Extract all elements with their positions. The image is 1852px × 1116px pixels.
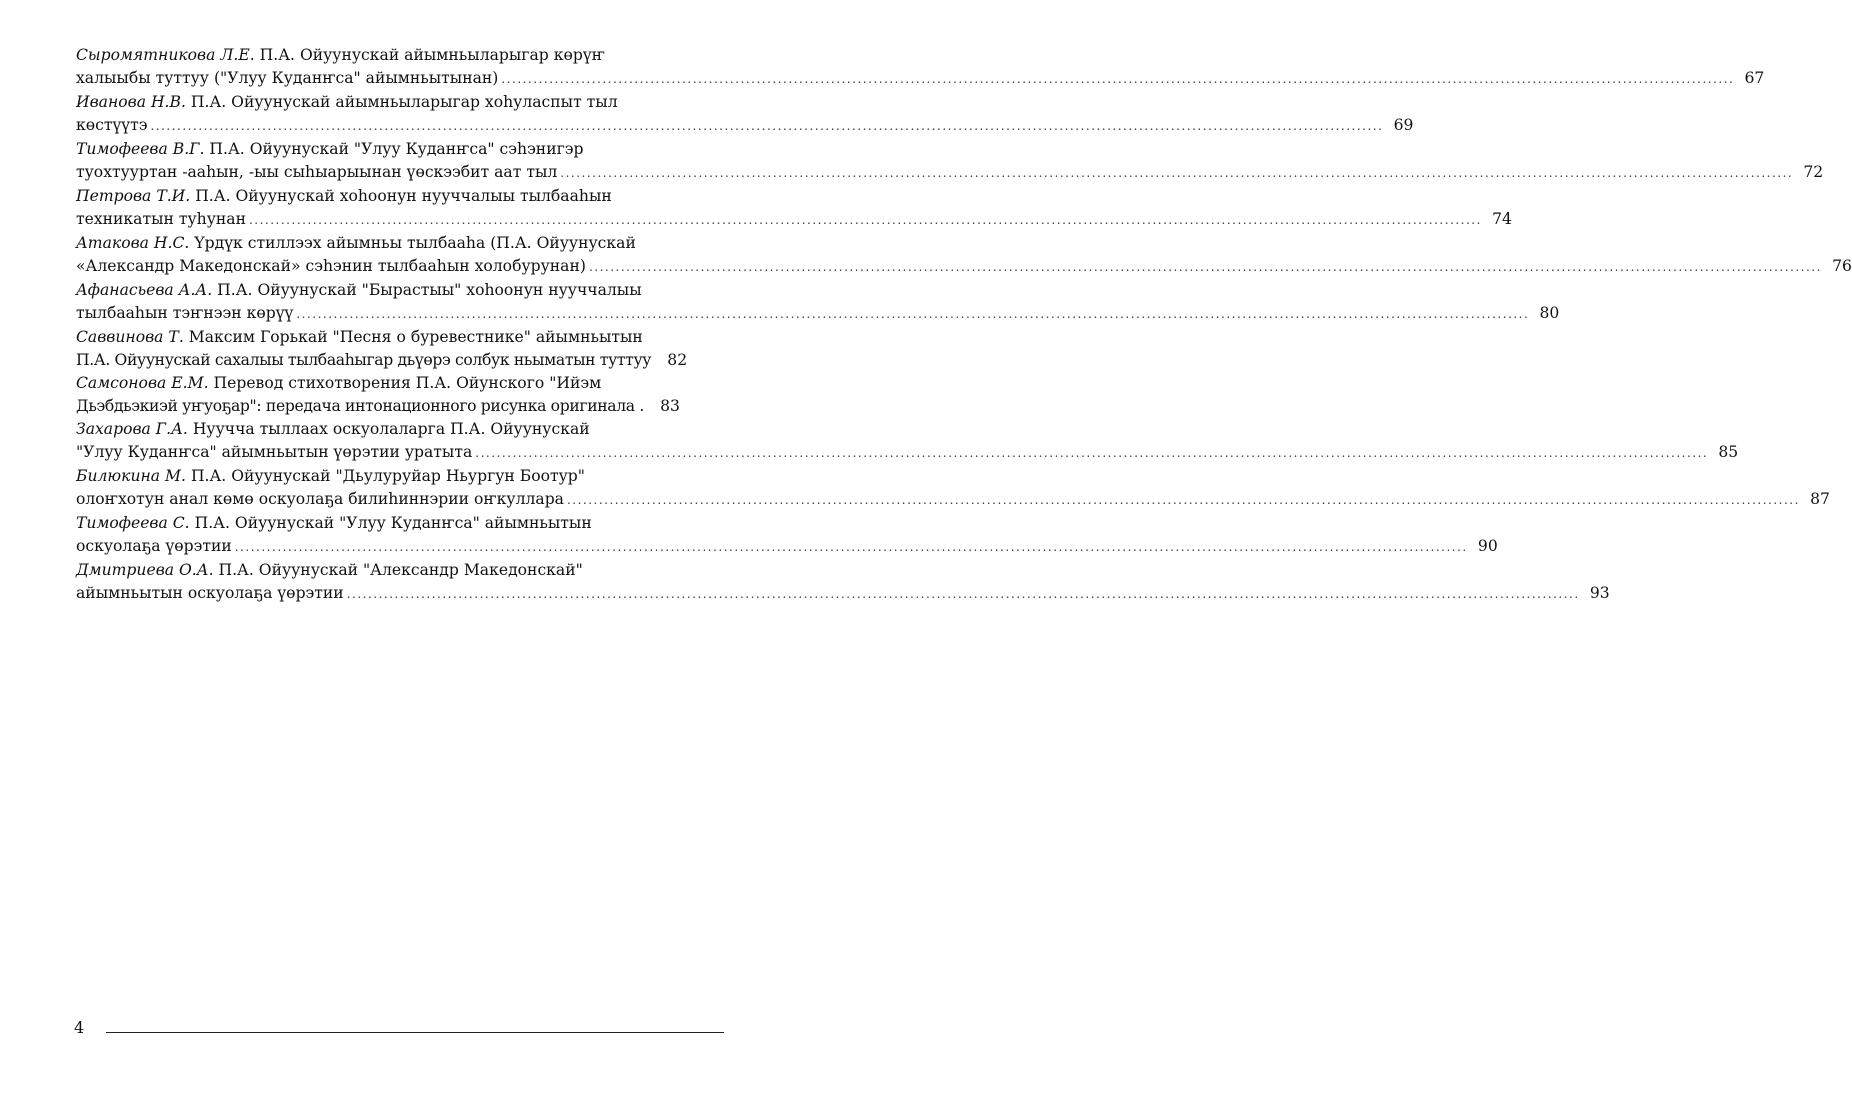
- toc-title-line2: П.А. Ойуунускай сахалыы тылбааһыгар дьүөрэ солбук ньыматын туттуу: [76, 351, 652, 369]
- page-number: 4: [74, 1018, 85, 1037]
- dot-leader: [347, 583, 1580, 606]
- toc-author: Сыромятникова Л.Е.: [76, 46, 255, 64]
- dot-leader: [296, 303, 1529, 326]
- toc-page-number: 72: [1803, 163, 1824, 181]
- toc-title-line1: П.А. Ойуунускай хоһоонун нууччалыы тылбааһын: [195, 187, 612, 205]
- toc-title-line2: Дьэбдьэкиэй уҥуоҕар": передача интонационного рисунка оригинала .: [76, 397, 644, 415]
- table-of-contents: [76, 44, 1852, 606]
- toc-entry: [76, 559, 1610, 606]
- page-footer: [74, 1018, 724, 1042]
- toc-title-line2: «Александр Македонскай» сэһэнин тылбааһын холобурунан): [76, 257, 586, 275]
- toc-page-number: 85: [1718, 443, 1739, 461]
- toc-author: Захарова Г.А.: [76, 420, 188, 438]
- footer-rule: [106, 1032, 724, 1033]
- toc-page-number: 83: [660, 397, 680, 415]
- toc-title-line1: П.А. Ойуунускай айымньыларыгар көрүҥ: [259, 46, 605, 64]
- toc-entry: [76, 185, 1512, 232]
- toc-title-line1: П.А. Ойуунускай "Бырастыы" хоһоонун нууччалыы: [217, 281, 642, 299]
- toc-title-line1: П.А. Ойуунускай айымньыларыгар хоһуласпыт тыл: [190, 93, 618, 111]
- toc-title-line1: Перевод стихотворения П.А. Ойунского "Ийэм: [213, 374, 602, 392]
- toc-entry: [76, 91, 1414, 138]
- toc-author: Афанасьева А.А.: [76, 281, 213, 299]
- toc-author: Тимофеева С.: [76, 514, 190, 532]
- toc-title-line1: П.А. Ойуунускай "Александр Македонскай": [218, 561, 583, 579]
- dot-leader: [560, 162, 1793, 185]
- toc-entry: [76, 465, 1830, 512]
- toc-title-line2: олоҥхотун анал көмө оскуолаҕа билиһиннэрии оҥкуллара: [76, 490, 564, 508]
- toc-title-line2: тылбааһын тэҥнээн көрүү: [76, 304, 294, 322]
- toc-title-line2: халыыбы туттуу ("Улуу Куданҥса" айымньытынан): [76, 69, 499, 87]
- toc-title-line2: айымньытын оскуолаҕа үөрэтии: [76, 584, 344, 602]
- toc-title-line2: техникатын туһунан: [76, 210, 246, 228]
- toc-page-number: 74: [1492, 210, 1512, 228]
- toc-title-line1: Максим Горькай "Песня о буревестнике" айымньытын: [188, 328, 643, 346]
- dot-leader: [475, 442, 1708, 465]
- toc-entry: [76, 372, 720, 418]
- toc-author: Самсонова Е.М.: [76, 374, 209, 392]
- toc-entry: [76, 512, 1498, 559]
- toc-page-number: 87: [1810, 490, 1830, 508]
- toc-entry: [76, 232, 1852, 279]
- toc-title-line1: Нуучча тыллаах оскуолаларга П.А. Ойуунускай: [192, 420, 590, 438]
- toc-page-number: 67: [1744, 69, 1765, 87]
- toc-page-number: 80: [1539, 304, 1560, 322]
- toc-page-number: 69: [1393, 116, 1414, 134]
- dot-leader: [501, 68, 1734, 91]
- toc-author: Атакова Н.С.: [76, 234, 190, 252]
- toc-author: Дмитриева О.А.: [76, 561, 214, 579]
- dot-leader: [235, 536, 1468, 559]
- toc-title-line1: П.А. Ойуунускай "Дьулуруйар Ньургун Боотур": [190, 467, 585, 485]
- toc-title-line2: туохтууртан -ааһын, -ыы сыһыарыынан үөскээбит аат тыл: [76, 163, 558, 181]
- toc-entry: [76, 138, 1824, 185]
- toc-title-line1: П.А. Ойуунускай "Улуу Куданҥса" сэһэнигэр: [209, 140, 584, 158]
- toc-entry: [76, 326, 720, 372]
- toc-title-line1: Үрдүк стиллээх айымньы тылбааһа (П.А. Ойуунускай: [194, 234, 636, 252]
- toc-author: Саввинова Т.: [76, 328, 184, 346]
- toc-entry: [76, 418, 1739, 465]
- toc-author: Иванова Н.В.: [76, 93, 186, 111]
- toc-title-line2: "Улуу Куданҥса" айымньытын үөрэтии уратыта: [76, 443, 473, 461]
- toc-title-line2: көстүүтэ: [76, 116, 148, 134]
- toc-author: Петрова Т.И.: [76, 187, 191, 205]
- dot-leader: [249, 209, 1482, 232]
- toc-page-number: 82: [667, 351, 688, 369]
- toc-author: Билюкина М.: [76, 467, 186, 485]
- dot-leader: [150, 115, 1383, 138]
- toc-author: Тимофеева В.Г.: [76, 140, 205, 158]
- toc-page-number: 93: [1589, 584, 1610, 602]
- toc-entry: [76, 44, 1765, 91]
- toc-title-line1: П.А. Ойуунускай "Улуу Куданҥса" айымньытын: [194, 514, 592, 532]
- toc-page-number: 76: [1832, 257, 1852, 275]
- toc-title-line2: оскуолаҕа үөрэтии: [76, 537, 232, 555]
- toc-entry: [76, 279, 1560, 326]
- dot-leader: [589, 256, 1822, 279]
- toc-page-number: 90: [1477, 537, 1498, 555]
- dot-leader: [567, 489, 1800, 512]
